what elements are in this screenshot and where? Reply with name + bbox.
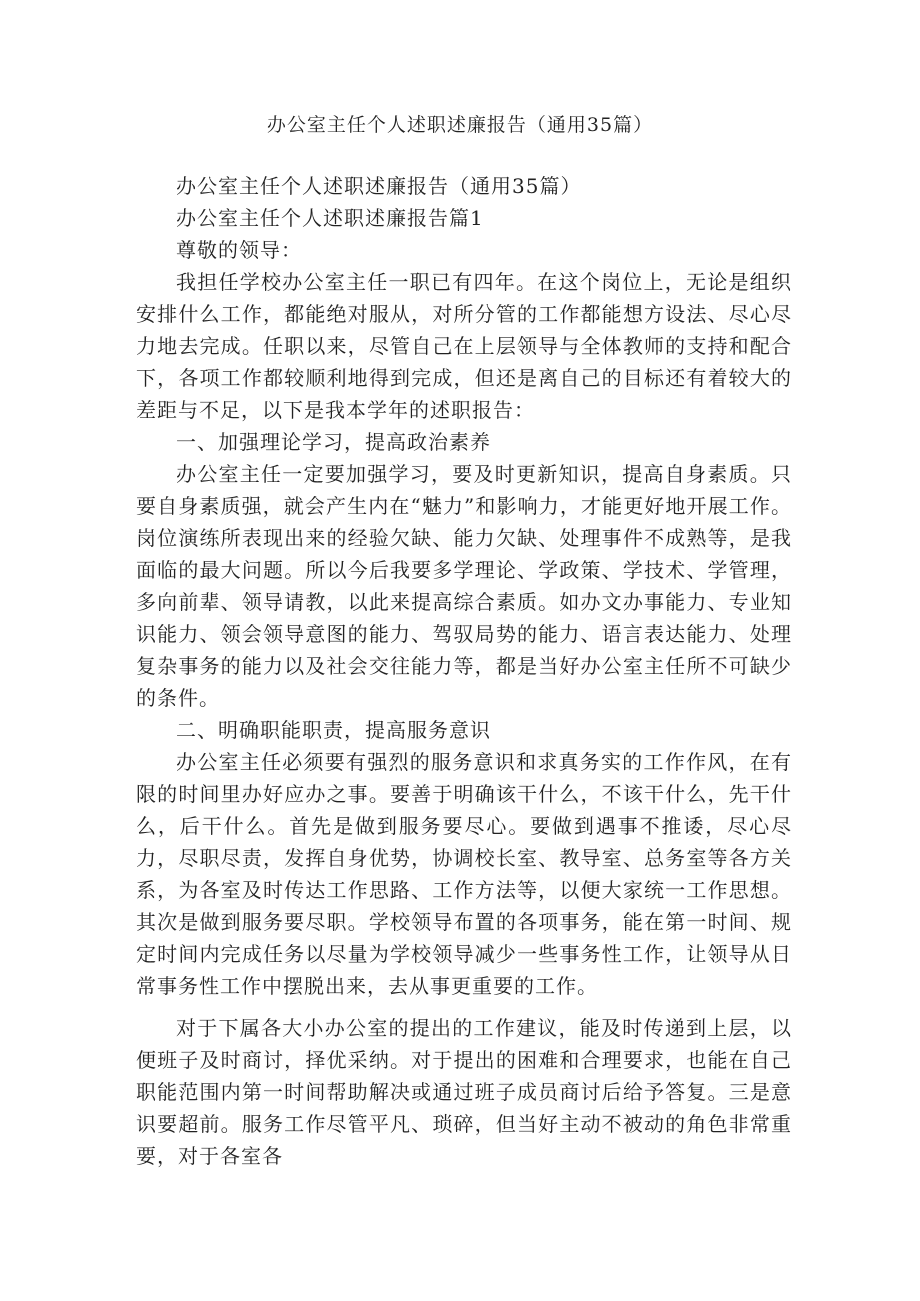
page-title: 办公室主任个人述职述廉报告（通用35篇）: [266, 114, 654, 136]
paragraph-section-heading: 办公室主任个人述职述廉报告篇1: [176, 206, 484, 230]
paragraph-duties: 办公室主任必须要有强烈的服务意识和求真务实的工作作风，在有限的时间里办好应办之事。要善于明确该干什么，不该干什么，先干什么，后干什么。首先是做到服务要尽心。要做到遇事不推诿，尽心尽力，尽职尽责，发挥自身优势，协调校长室、教导室、总务室等各方关系，为各室及时传达工作思路、工作方法等，以便大家统一工作思想。其次是做到服务要尽职。学校领导布置的各项事务，能在第一时间、规定时间内完成任务以尽量为学校领导减少一些事务性工作，让领导从日常事务性工作中摆脱出来，去从事更重要的工作。: [136, 750, 792, 998]
heading-duties: 二、明确职能职责，提高服务意识: [176, 718, 491, 742]
paragraph-theory-study: 办公室主任一定要加强学习，要及时更新知识，提高自身素质。只要自身素质强，就会产生内在“魅力”和影响力，才能更好地开展工作。岗位演练所表现出来的经验欠缺、能力欠缺、处理事件不成熟等，是我面临的最大问题。所以今后我要多学理论、学政策、学技术、学管理，多向前辈、领导请教，以此来提高综合素质。如办文办事能力、专业知识能力、领会领导意图的能力、驾驭局势的能力、语言表达能力、处理复杂事务的能力以及社会交往能力等，都是当好办公室主任所不可缺少的条件。: [136, 462, 792, 710]
document-body: [136, 170, 792, 1172]
paragraph-suggestions: 对于下属各大小办公室的提出的工作建议，能及时传递到上层，以便班子及时商讨，择优采纳。对于提出的困难和合理要求，也能在自己职能范围内第一时间帮助解决或通过班子成员商讨后给予答复。三是意识要超前。服务工作尽管平凡、琐碎，但当好主动不被动的角色非常重要，对于各室各: [136, 1016, 792, 1168]
paragraph-salutation: 尊敬的领导：: [176, 238, 302, 262]
paragraph-subtitle: 办公室主任个人述职述廉报告（通用35篇）: [176, 174, 582, 198]
paragraph-intro: 我担任学校办公室主任一职已有四年。在这个岗位上，无论是组织安排什么工作，都能绝对服从，对所分管的工作都能想方设法、尽心尽力地去完成。任职以来，尽管自己在上层领导与全体教师的支持和配合下，各项工作都较顺利地得到完成，但还是离自己的目标还有着较大的差距与不足，以下是我本学年的述职报告：: [136, 270, 792, 422]
heading-theory-study: 一、加强理论学习，提高政治素养: [176, 430, 491, 454]
